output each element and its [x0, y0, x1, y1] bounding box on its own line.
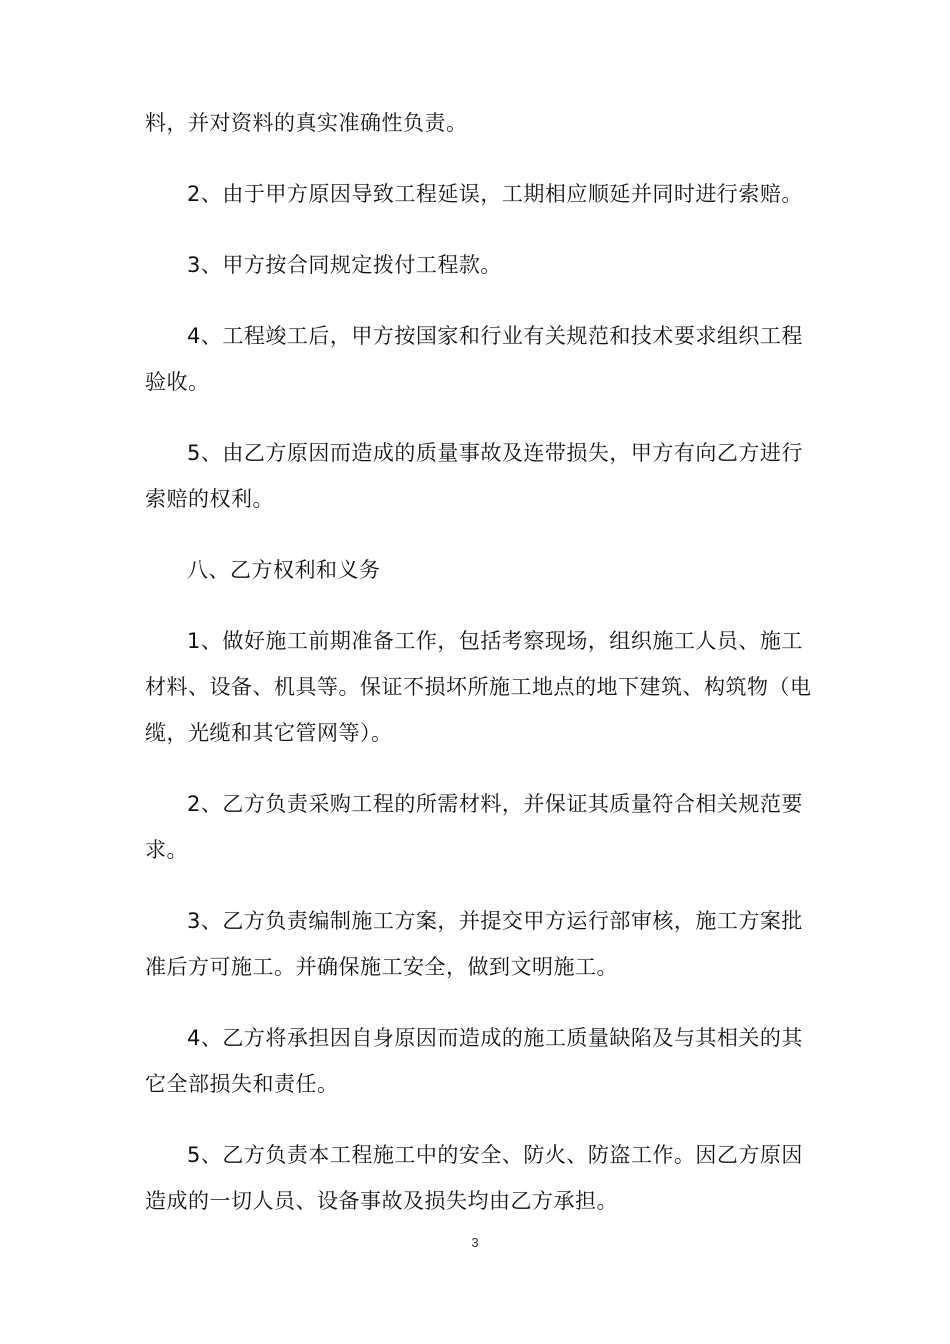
page-number: 3 — [471, 1235, 479, 1250]
paragraph-item-4-acceptance: 4、工程竣工后，甲方按国家和行业有关规范和技术要求组织工程验收。 — [145, 324, 803, 394]
paragraph-b-item-3-plan: 3、乙方负责编制施工方案，并提交甲方运行部审核，施工方案批准后方可施工。并确保施工安全，做到文明施工。 — [145, 909, 803, 979]
paragraph-b-item-4-defects: 4、乙方将承担因自身原因而造成的施工质量缺陷及与其相关的其它全部损失和责任。 — [145, 1026, 803, 1096]
paragraph-item-2-delay: 2、由于甲方原因导致工程延误，工期相应顺延并同时进行索赔。 — [187, 182, 803, 206]
paragraph-continuation: 料，并对资料的真实准确性负责。 — [145, 111, 468, 135]
paragraph-b-item-1-preparation: 1、做好施工前期准备工作，包括考察现场，组织施工人员、施工材料、设备、机具等。保证不损坏所施工地点的地下建筑、构筑物（电缆，光缆和其它管网等）。 — [145, 629, 812, 745]
paragraph-item-5-claims: 5、由乙方原因而造成的质量事故及连带损失，甲方有向乙方进行索赔的权利。 — [145, 441, 803, 511]
section-heading-party-b: 八、乙方权利和义务 — [187, 558, 381, 582]
document-body — [145, 100, 815, 1249]
paragraph-item-3-payment: 3、甲方按合同规定拨付工程款。 — [187, 253, 502, 277]
paragraph-b-item-5-safety: 5、乙方负责本工程施工中的安全、防火、防盗工作。因乙方原因造成的一切人员、设备事故及损失均由乙方承担。 — [145, 1143, 803, 1213]
paragraph-b-item-2-materials: 2、乙方负责采购工程的所需材料，并保证其质量符合相关规范要求。 — [145, 792, 803, 862]
